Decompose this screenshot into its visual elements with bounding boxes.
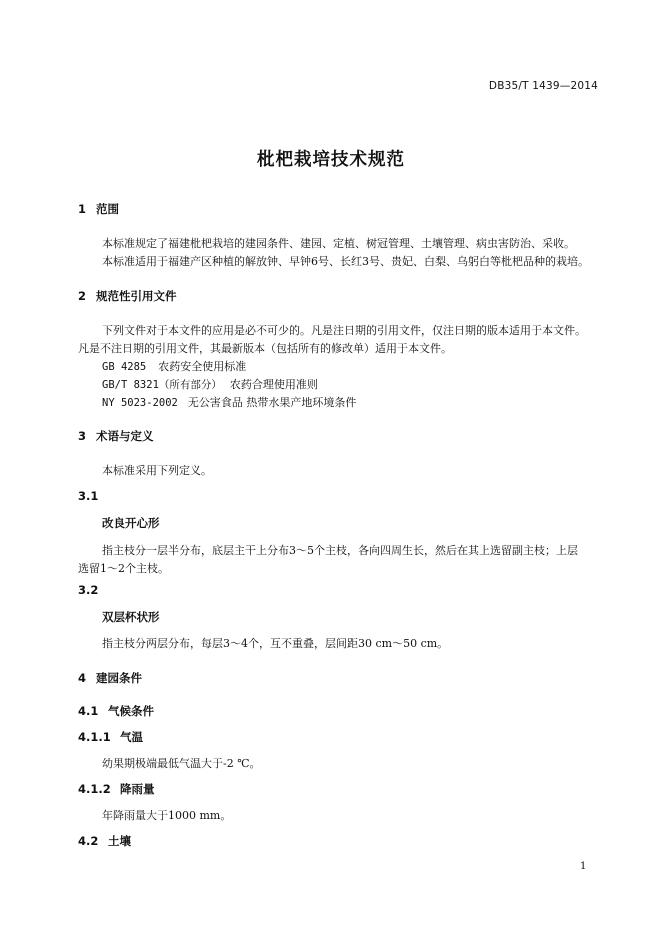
subsection-number: 4.2 <box>78 834 99 848</box>
reference-name: 农药安全使用标准 <box>158 360 247 373</box>
paragraph: 本标准适用于福建产区种植的解放钟、早钟6号、长红3号、贵妃、白梨、乌躬白等枇杷品种的栽培。 <box>102 255 589 268</box>
page-number: 1 <box>580 861 587 872</box>
reference-name: 无公害食品 热带水果产地环境条件 <box>187 396 357 409</box>
reference-item <box>102 376 318 392</box>
term-name: 双层杯状形 <box>102 610 160 624</box>
reference-item <box>102 358 246 374</box>
section-title: 范围 <box>96 202 119 216</box>
reference-name: 农药合理使用准则 <box>229 378 318 391</box>
reference-code: GB/T 8321（所有部分） <box>102 379 222 391</box>
section-2-heading <box>78 288 177 304</box>
subsection-title: 土壤 <box>108 834 131 848</box>
subsection-number: 4.1 <box>78 704 99 718</box>
term-number: 3.2 <box>78 583 99 597</box>
subsection-heading <box>78 833 131 849</box>
section-title: 建园条件 <box>96 671 142 685</box>
term-definition: 选留1～2个主枝。 <box>78 562 169 575</box>
subsection-heading <box>78 729 143 745</box>
section-4-heading <box>78 670 142 686</box>
section-number: 1 <box>78 202 87 216</box>
term-name: 改良开心形 <box>102 516 160 530</box>
section-1-heading <box>78 201 119 217</box>
standard-code: DB35/T 1439—2014 <box>488 80 598 92</box>
term-definition: 指主枝分一层半分布，底层主干上分布3～5个主枝，各向四周生长，然后在其上选留副主枝；上层 <box>102 544 578 557</box>
reference-code: NY 5023-2002 <box>102 397 178 409</box>
paragraph: 凡是不注日期的引用文件，其最新版本（包括所有的修改单）适用于本文件。 <box>78 342 452 355</box>
paragraph: 幼果期极端最低气温大于-2 ℃。 <box>102 757 261 770</box>
paragraph: 本标准采用下列定义。 <box>102 464 212 477</box>
section-number: 3 <box>78 429 87 443</box>
term-number: 3.1 <box>78 489 99 503</box>
reference-code: GB 4285 <box>102 361 147 373</box>
paragraph: 本标准规定了福建枇杷栽培的建园条件、建园、定植、树冠管理、土壤管理、病虫害防治、采收。 <box>102 237 575 250</box>
section-title: 规范性引用文件 <box>96 289 177 303</box>
subsection-title: 气温 <box>120 730 143 744</box>
subsection-number: 4.1.1 <box>78 730 111 744</box>
subsection-number: 4.1.2 <box>78 782 111 796</box>
reference-item <box>102 394 356 410</box>
subsection-heading <box>78 703 154 719</box>
term-definition: 指主枝分两层分布，每层3～4个，互不重叠，层间距30 cm～50 cm。 <box>102 637 449 650</box>
subsection-title: 降雨量 <box>120 782 155 796</box>
subsection-heading <box>78 781 155 797</box>
document-title: 枇杷栽培技术规范 <box>257 150 405 170</box>
section-title: 术语与定义 <box>96 429 154 443</box>
section-number: 4 <box>78 671 87 685</box>
section-number: 2 <box>78 289 87 303</box>
subsection-title: 气候条件 <box>108 704 154 718</box>
paragraph: 年降雨量大于1000 mm。 <box>102 809 232 822</box>
section-3-heading <box>78 428 154 444</box>
paragraph: 下列文件对于本文件的应用是必不可少的。凡是注日期的引用文件，仅注日期的版本适用于本文件。 <box>102 324 586 337</box>
